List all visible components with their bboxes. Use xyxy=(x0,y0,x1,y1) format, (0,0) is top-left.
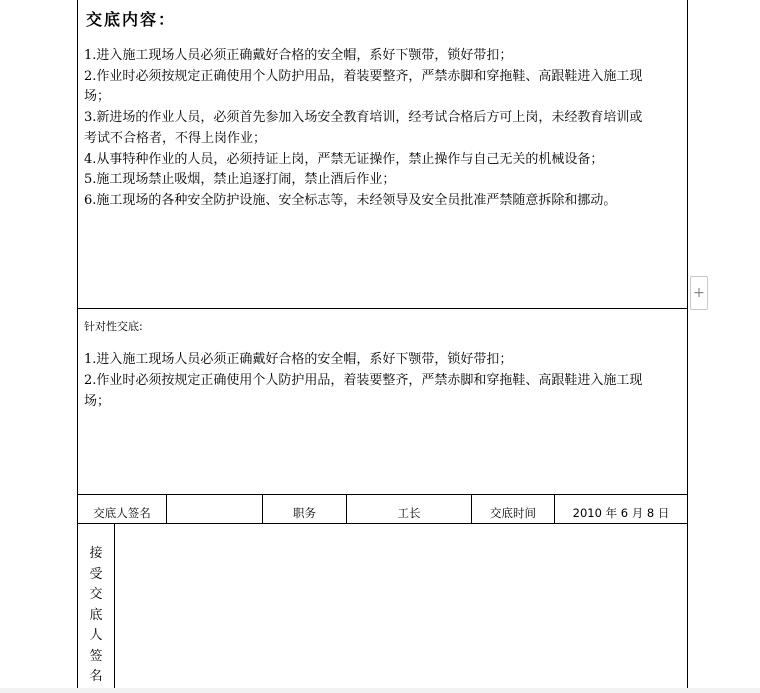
receiver-label-char: 名 xyxy=(89,669,103,684)
targeted-label: 针对性交底: xyxy=(84,320,143,333)
targeted-briefing-section xyxy=(78,309,687,495)
list-item: 1.进入施工现场人员必须正确戴好合格的安全帽，系好下颚带，锁好带扣； xyxy=(84,48,513,63)
time-value: 2010 年 6 月 8 日 xyxy=(572,506,670,520)
targeted-items-list xyxy=(84,349,649,412)
plus-icon: + xyxy=(693,285,705,301)
list-item: 2.作业时必须按规定正确使用个人防护用品，着装要整齐，严禁赤脚和穿拖鞋、高跟鞋进入施工现场； xyxy=(84,68,643,105)
receiver-label-char: 接 xyxy=(89,546,103,561)
briefing-content-section xyxy=(78,0,687,309)
list-item: 2.作业时必须按规定正确使用个人防护用品，着装要整齐，严禁赤脚和穿拖鞋、高跟鞋进入施工现场； xyxy=(84,373,643,409)
receiver-label-char: 受 xyxy=(89,566,103,582)
list-item: 4.从事特种作业的人员，必须持证上岗，严禁无证操作，禁止操作与自己无关的机械设备； xyxy=(84,151,604,167)
add-button[interactable] xyxy=(690,276,708,310)
list-item: 3.新进场的作业人员，必须首先参加入场安全教育培训，经考试合格后方可上岗，未经教育培训或考试不合格者，不得上岗作业； xyxy=(84,110,643,146)
position-label: 职务 xyxy=(293,506,316,520)
main-items-list xyxy=(84,46,649,212)
signature-row xyxy=(78,495,687,524)
receiver-label-char: 人 xyxy=(89,628,103,643)
list-item: 1.进入施工现场人员必须正确戴好合格的安全帽，系好下颚带，锁好带扣； xyxy=(84,352,513,367)
receiver-label-char: 交 xyxy=(89,587,103,602)
time-label: 交底时间 xyxy=(490,506,536,520)
receiver-label xyxy=(84,544,108,688)
receiver-signature-section xyxy=(78,524,687,693)
position-value: 工长 xyxy=(397,506,421,520)
signer-label: 交底人签名 xyxy=(93,506,151,520)
receiver-label-char: 签 xyxy=(89,648,103,664)
signer-value[interactable] xyxy=(167,495,262,523)
document-page xyxy=(77,0,688,693)
receiver-divider xyxy=(114,524,115,693)
list-item: 5.施工现场禁止吸烟，禁止追逐打闹，禁止酒后作业； xyxy=(84,172,396,188)
section-title: 交底内容： xyxy=(86,10,177,29)
list-item: 6.施工现场的各种安全防护设施、安全标志等，未经领导及安全员批准严禁随意拆除和挪动。 xyxy=(84,192,617,208)
receiver-label-char: 底 xyxy=(89,607,103,623)
bottom-scrollbar[interactable] xyxy=(0,688,760,693)
